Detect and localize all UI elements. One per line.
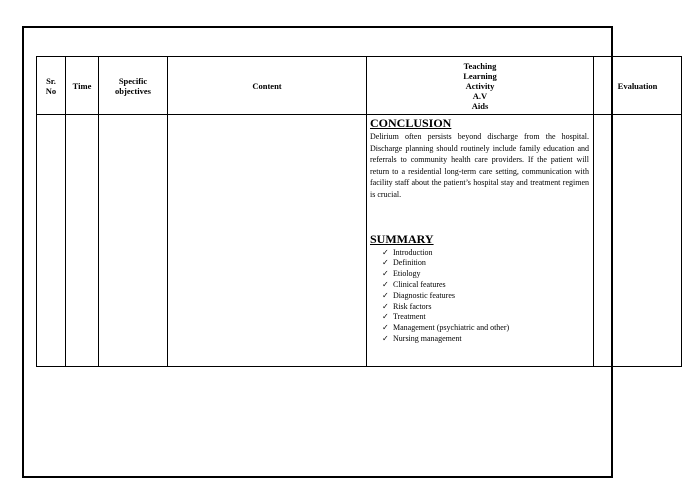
cell-teaching-aids [367,115,594,367]
list-item [382,248,589,259]
cell-evaluation [594,115,682,367]
summary-item-label: Definition [393,258,426,268]
list-item [382,280,589,291]
header-teaching-line4: A.V [472,90,488,101]
header-time [66,57,99,115]
check-mark-icon: ✓ [382,269,389,279]
check-mark-icon: ✓ [382,279,389,289]
cell-objectives [99,115,168,367]
header-sr-no [37,57,66,115]
header-sr-no-line1: Sr. [46,75,56,86]
list-item [382,334,589,345]
list-item [382,269,589,280]
list-item [382,291,589,302]
summary-heading: SUMMARY [370,231,434,246]
header-content-label: Content [252,80,282,91]
summary-item-label: Risk factors [393,301,432,311]
summary-item-label: Nursing management [393,333,462,343]
check-mark-icon: ✓ [382,323,389,333]
conclusion-heading: CONCLUSION [370,116,452,130]
table-row [37,115,682,367]
summary-item-label: Etiology [393,269,421,279]
check-mark-icon: ✓ [382,312,389,322]
check-mark-icon: ✓ [382,333,389,343]
conclusion-paragraph: Delirium often persists beyond discharge from the hospital. Discharge planning should routinely include family education and referrals to community health care providers. If the patient will return to a residential long-term care setting, communication with facility staff about the patient’s hospital stay and treatment regimen is crucial. [370,132,589,199]
header-sr-no-line2: No [45,85,57,96]
check-mark-icon: ✓ [382,247,389,257]
cell-time [66,115,99,367]
check-mark-icon: ✓ [382,301,389,311]
lesson-plan-table [36,56,682,367]
header-objectives [99,57,168,115]
header-evaluation-label: Evaluation [617,80,658,91]
summary-item-label: Clinical features [393,279,446,289]
header-objectives-line2: objectives [115,85,151,96]
header-teaching-line5: Aids [471,100,489,111]
summary-item-label: Introduction [393,247,433,257]
summary-item-label: Treatment [393,312,426,322]
header-teaching-line2: Learning [463,70,497,81]
header-teaching-line1: Teaching [463,60,497,71]
summary-section [370,233,589,345]
check-mark-icon: ✓ [382,290,389,300]
summary-item-label: Diagnostic features [393,290,455,300]
list-item [382,312,589,323]
header-objectives-line1: Specific [118,75,148,86]
header-content [168,57,367,115]
header-teaching-aids [367,57,594,115]
list-item [382,323,589,334]
cell-content [168,115,367,367]
cell-sr-no [37,115,66,367]
header-time-label: Time [72,80,92,91]
list-item [382,302,589,313]
check-mark-icon: ✓ [382,258,389,268]
header-evaluation [594,57,682,115]
list-item [382,258,589,269]
table-header-row [37,57,682,115]
summary-item-label: Management (psychiatric and other) [393,323,510,333]
header-teaching-line3: Activity [465,80,495,91]
summary-list [370,248,589,345]
